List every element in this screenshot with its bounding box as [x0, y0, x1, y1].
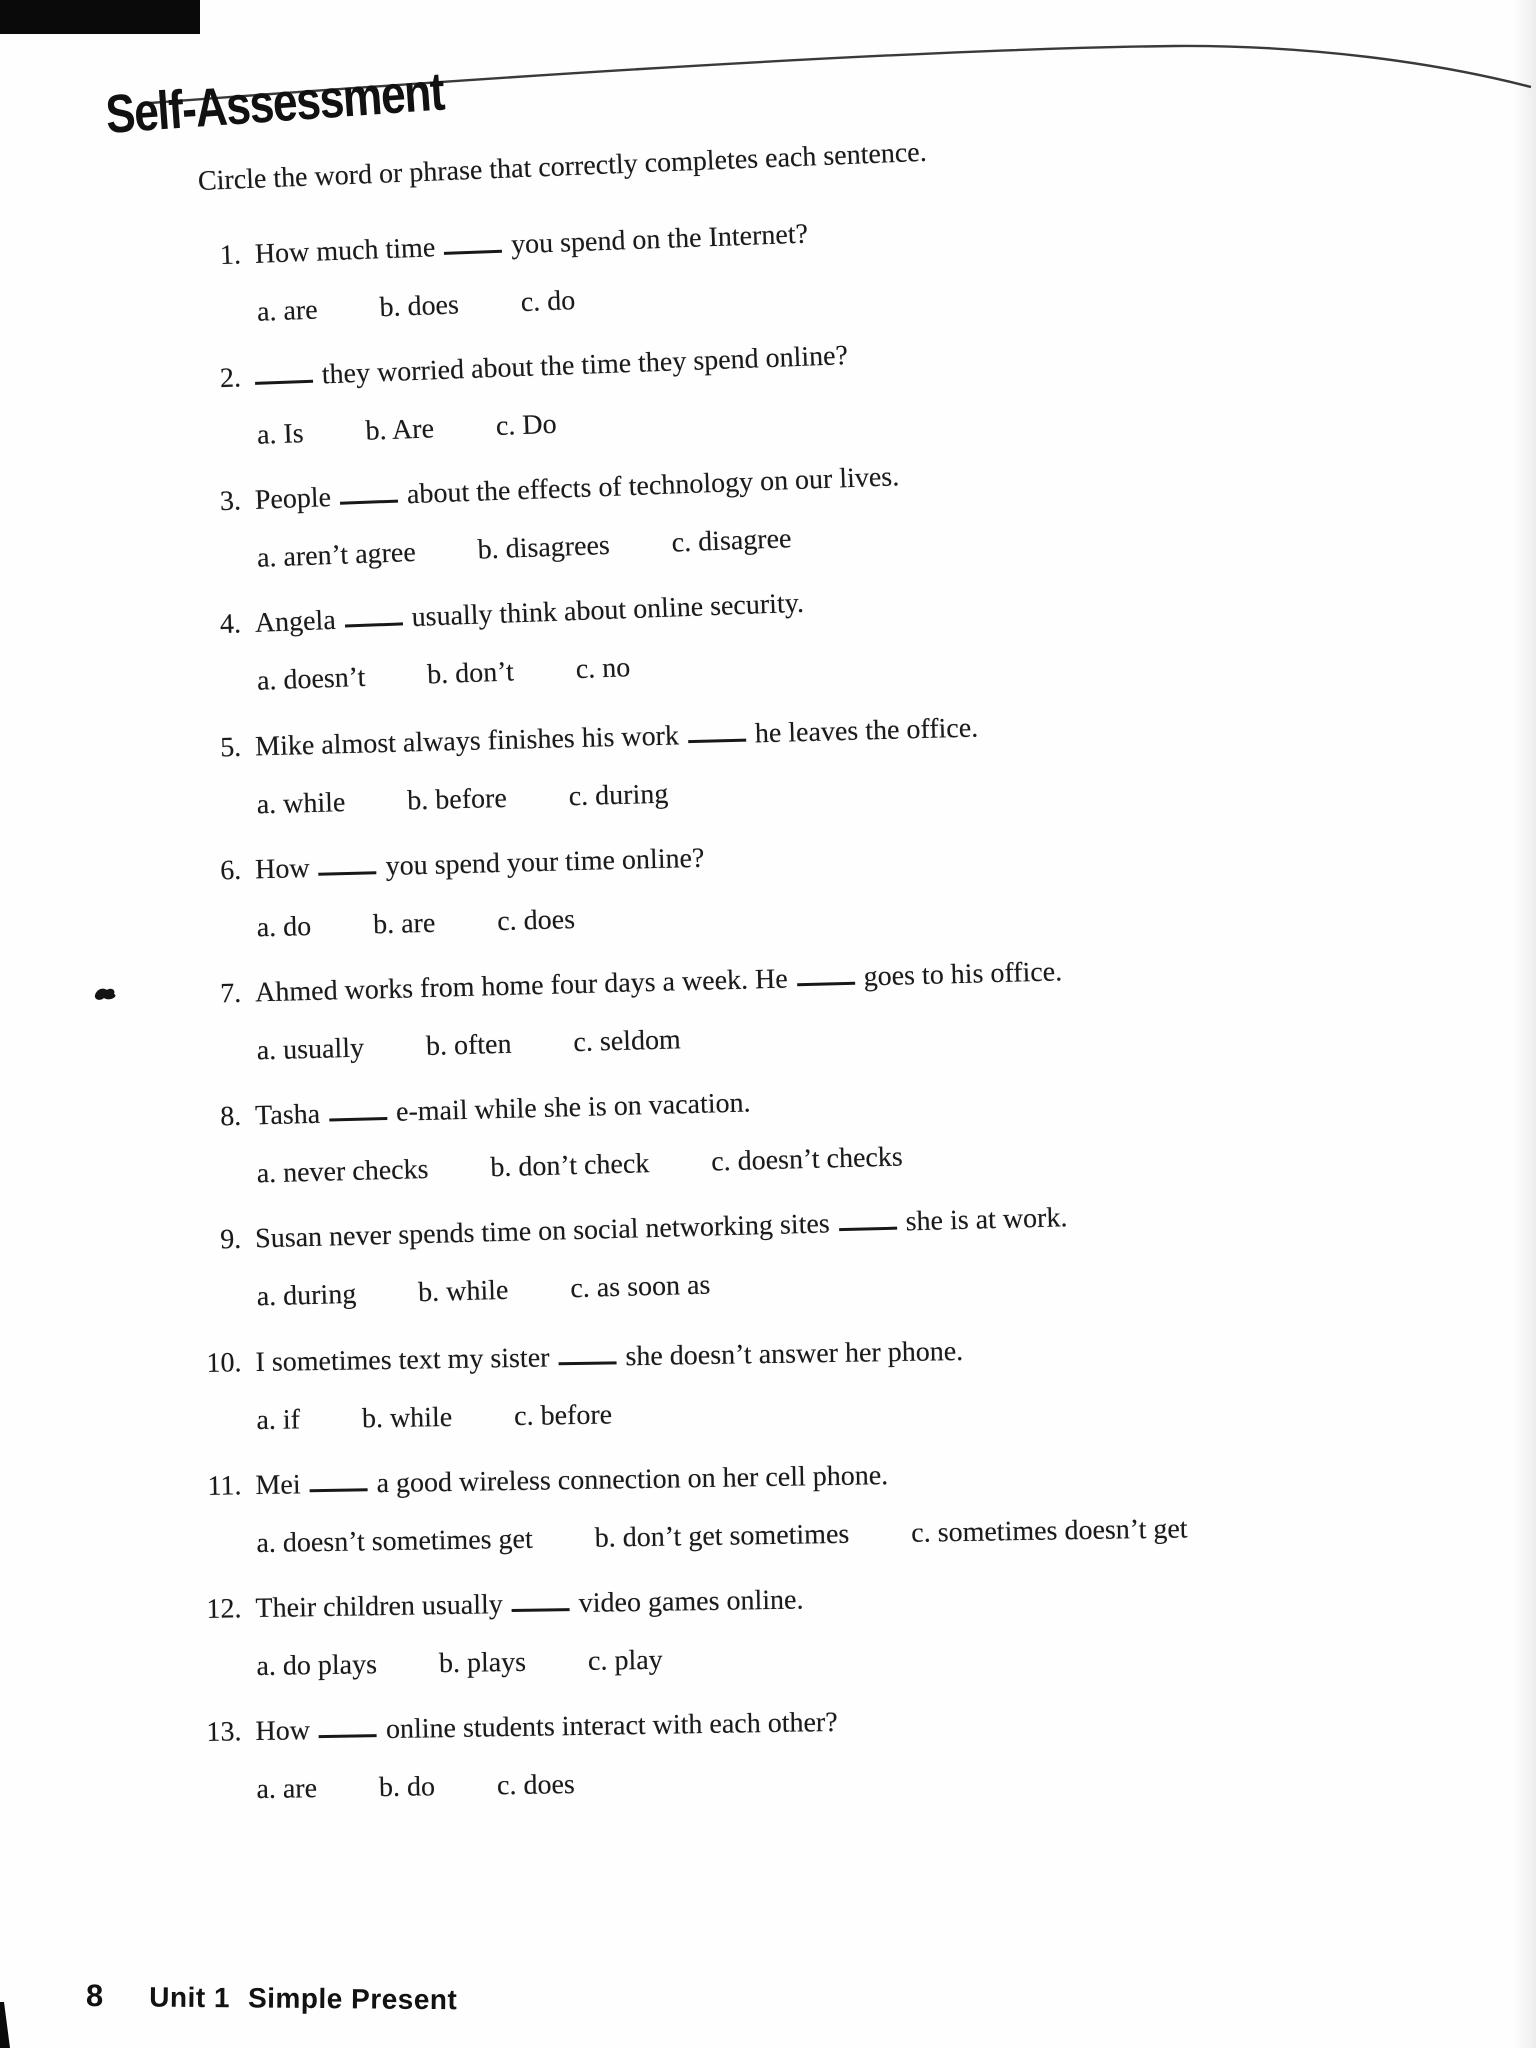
option-item: b. while	[361, 1401, 453, 1435]
option-row	[256, 1629, 1496, 1686]
sentence-pre: Their children usually	[255, 1589, 504, 1625]
option-item: a. are	[256, 294, 319, 328]
question-sentence	[195, 1571, 1495, 1629]
sentence-post: a good wireless connection on her cell phone.	[376, 1460, 889, 1500]
sentence-pre: How	[255, 1715, 311, 1748]
option-row	[256, 1506, 1496, 1563]
option-item: c. does	[496, 1769, 576, 1802]
answer-blank	[688, 735, 746, 744]
option-item: a. are	[256, 1773, 318, 1806]
question-number: 7.	[219, 977, 242, 1010]
option-item: b. don’t	[426, 656, 515, 691]
option-item: c. does	[496, 904, 576, 938]
question-item	[195, 1448, 1496, 1564]
sentence-post: they worried about the time they spend online?	[321, 340, 849, 391]
question-text	[255, 1704, 838, 1751]
option-item: c. during	[568, 778, 669, 813]
question-text	[254, 458, 900, 520]
option-item: c. do	[520, 285, 576, 319]
option-item: a. do	[256, 910, 312, 944]
option-item: c. doesn’t checks	[710, 1141, 904, 1178]
question-text	[255, 710, 979, 767]
question-text	[255, 840, 705, 890]
answer-blank	[255, 376, 313, 385]
answer-blank	[319, 1730, 377, 1738]
sentence-pre: People	[254, 482, 332, 516]
question-text	[255, 953, 1063, 1012]
unit-label: Unit 1	[149, 1981, 231, 2014]
unit-title: Simple Present	[247, 1982, 458, 2016]
question-item	[194, 190, 1497, 334]
option-row	[256, 877, 1497, 947]
answer-blank	[797, 978, 855, 987]
sentence-post: usually think about online security.	[411, 587, 805, 634]
sentence-pre: Mei	[255, 1469, 301, 1502]
question-text	[255, 1199, 1068, 1258]
option-item: a. aren’t agree	[256, 536, 417, 574]
question-item	[195, 942, 1497, 1072]
option-item: b. Are	[365, 413, 435, 447]
option-item: c. as soon as	[569, 1269, 711, 1305]
option-item: b. don’t check	[490, 1148, 650, 1184]
option-item: a. if	[256, 1404, 301, 1437]
option-item: a. never checks	[256, 1153, 429, 1190]
ink-smudge-mark	[94, 986, 120, 1004]
option-row	[256, 1246, 1497, 1316]
answer-blank	[444, 246, 502, 255]
question-item	[195, 696, 1497, 826]
option-item: c. Do	[495, 408, 558, 443]
question-list	[196, 218, 1496, 1837]
instruction-text: Circle the word or phrase that correctly completes each sentence.	[197, 136, 928, 197]
sentence-post: video games online.	[578, 1584, 804, 1619]
question-item	[195, 1065, 1497, 1195]
question-sentence	[195, 696, 1496, 768]
question-item	[195, 819, 1497, 949]
option-row	[256, 1000, 1497, 1070]
answer-blank	[310, 1484, 368, 1492]
option-row	[256, 754, 1497, 824]
question-text	[254, 337, 848, 397]
option-item: a. while	[256, 787, 346, 821]
question-sentence	[195, 1694, 1495, 1752]
sentence-post: goes to his office.	[863, 956, 1063, 993]
sentence-pre: Ahmed works from home four days a week. He	[254, 963, 789, 1009]
option-item: a. usually	[256, 1032, 365, 1067]
question-number: 6.	[219, 854, 242, 887]
question-number: 4.	[219, 608, 242, 641]
question-number: 5.	[219, 731, 242, 764]
sentence-post: online students interact with each other?	[385, 1706, 838, 1746]
sentence-pre: Mike almost always finishes his work	[254, 720, 680, 763]
question-item	[194, 313, 1497, 457]
question-number: 13.	[206, 1716, 242, 1748]
option-item: b. before	[406, 782, 508, 817]
page-footer	[86, 1978, 458, 2017]
option-item: c. play	[587, 1644, 663, 1677]
option-item: c. seldom	[573, 1024, 682, 1059]
option-item: b. does	[378, 289, 460, 324]
question-item	[195, 1325, 1496, 1441]
option-item: c. sometimes doesn’t get	[911, 1513, 1188, 1549]
option-item: a. during	[256, 1278, 357, 1313]
scan-edge-shadow	[1514, 0, 1536, 2048]
question-text	[255, 1581, 804, 1628]
question-number: 3.	[219, 485, 242, 518]
option-item: a. doesn’t	[256, 661, 366, 697]
answer-blank	[340, 496, 398, 505]
sentence-pre: How	[254, 853, 311, 886]
option-item: b. don’t get sometimes	[594, 1518, 850, 1554]
sentence-pre: Angela	[254, 604, 337, 639]
question-sentence	[195, 1065, 1496, 1137]
question-item	[195, 1694, 1496, 1810]
sentence-post: she doesn’t answer her phone.	[625, 1335, 964, 1373]
scan-artifact-bottom-left-sliver	[0, 2002, 12, 2048]
option-item: a. doesn’t sometimes get	[256, 1523, 533, 1560]
page-title: Self-Assessment	[103, 61, 446, 146]
option-item: b. disagrees	[477, 529, 611, 566]
question-text	[255, 1333, 963, 1382]
sentence-pre: Tasha	[254, 1098, 321, 1132]
option-item: a. Is	[256, 418, 305, 451]
sentence-post: about the effects of technology on our lives.	[406, 461, 900, 511]
question-number: 1.	[219, 239, 242, 272]
question-sentence	[195, 942, 1496, 1014]
answer-blank	[512, 1604, 570, 1612]
question-item	[195, 1188, 1497, 1318]
question-sentence	[195, 1448, 1495, 1506]
question-text	[254, 585, 804, 643]
option-row	[256, 1123, 1497, 1193]
option-item: c. disagree	[671, 523, 792, 559]
sentence-pre: Susan never spends time on social networking sites	[254, 1208, 831, 1255]
sentence-pre: How much time	[254, 232, 436, 270]
question-sentence	[195, 819, 1496, 891]
question-number: 2.	[219, 362, 242, 395]
sentence-pre: I sometimes text my sister	[255, 1342, 550, 1379]
answer-blank	[839, 1223, 897, 1232]
option-row	[256, 1752, 1496, 1809]
sentence-post: he leaves the office.	[754, 712, 979, 750]
sentence-post: she is at work.	[905, 1202, 1068, 1238]
page-number: 8	[85, 1978, 104, 2014]
option-row	[256, 1383, 1496, 1440]
option-item: a. do plays	[256, 1649, 378, 1683]
question-number: 11.	[207, 1470, 242, 1502]
sentence-post: you spend on the Internet?	[510, 218, 809, 261]
option-item: b. do	[378, 1771, 436, 1804]
option-item: c. no	[575, 652, 631, 686]
question-number: 12.	[206, 1593, 242, 1625]
question-text	[254, 216, 808, 274]
answer-blank	[558, 1357, 616, 1365]
question-text	[255, 1457, 888, 1505]
question-item	[194, 436, 1497, 580]
option-item: b. plays	[438, 1646, 527, 1680]
answer-blank	[319, 867, 377, 876]
question-number: 8.	[219, 1100, 242, 1133]
option-item: b. are	[372, 907, 436, 941]
question-number: 9.	[219, 1223, 242, 1256]
option-item: b. often	[425, 1028, 512, 1062]
sentence-post: you spend your time online?	[385, 842, 705, 883]
question-number: 10.	[206, 1347, 242, 1379]
question-item	[194, 559, 1497, 703]
question-sentence	[195, 1188, 1496, 1260]
option-item: c. before	[513, 1399, 613, 1433]
question-text	[255, 1084, 751, 1135]
option-item: b. while	[417, 1274, 509, 1309]
question-sentence	[195, 1325, 1495, 1383]
answer-blank	[345, 618, 403, 627]
question-item	[195, 1571, 1496, 1687]
answer-blank	[329, 1113, 387, 1122]
sentence-post: e-mail while she is on vacation.	[395, 1087, 751, 1128]
